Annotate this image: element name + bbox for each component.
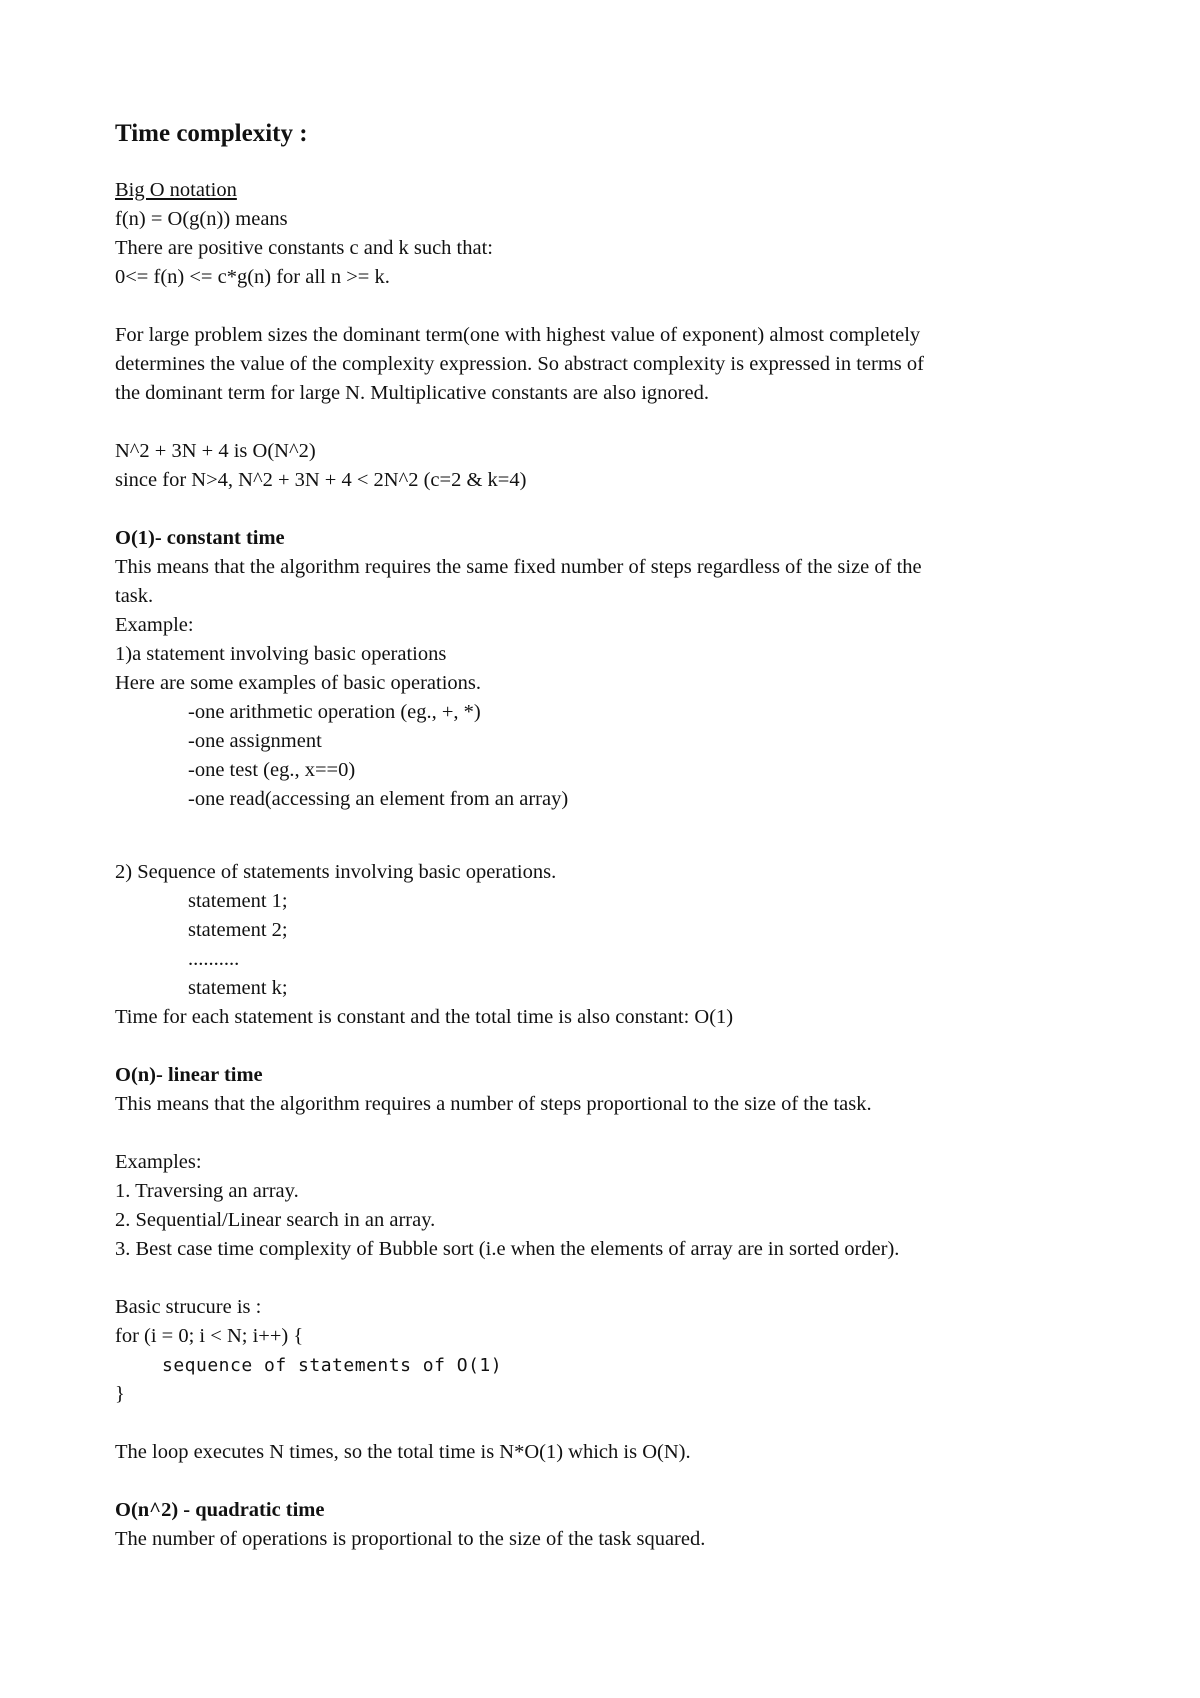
constant-conclusion: Time for each statement is constant and the total time is also constant: O(1) — [115, 1006, 734, 1028]
basic-op-item: -one read(accessing an element from an array) — [188, 788, 569, 810]
linear-time-heading: O(n)- linear time — [115, 1064, 263, 1086]
structure-label: Basic strucure is : — [115, 1296, 262, 1318]
paragraph-line: For large problem sizes the dominant term(one with highest value of exponent) almost completely — [115, 324, 921, 346]
spacer — [115, 1409, 1095, 1438]
example-item-2: 2) Sequence of statements involving basic operations. — [115, 861, 557, 883]
spacer — [115, 1264, 1095, 1293]
bigo-line: 0<= f(n) <= c*g(n) for all n >= k. — [115, 266, 390, 288]
equation-line: since for N>4, N^2 + 3N + 4 < 2N^2 (c=2 & k=4) — [115, 469, 527, 491]
statement-line: statement 1; — [188, 890, 288, 912]
quadratic-time-section — [115, 1496, 1095, 1554]
bigo-line: There are positive constants c and k such that: — [115, 237, 493, 259]
document-page — [115, 118, 1095, 1554]
constant-time-section — [115, 524, 1095, 1032]
spacer — [115, 1467, 1095, 1496]
basic-op-item: -one assignment — [188, 730, 322, 752]
spacer — [115, 408, 1095, 437]
paragraph-line: the dominant term for large N. Multiplicative constants are also ignored. — [115, 382, 709, 404]
constant-desc-line: This means that the algorithm requires the same fixed number of steps regardless of the size of the — [115, 556, 922, 578]
basic-op-item: -one test (eg., x==0) — [188, 759, 356, 781]
examples-label: Examples: — [115, 1151, 202, 1173]
linear-example-item: 1. Traversing an array. — [115, 1180, 299, 1202]
spacer — [115, 814, 1095, 858]
bigo-section — [115, 176, 1095, 292]
dominant-term-paragraph — [115, 321, 1095, 408]
page-title: Time complexity : — [115, 120, 308, 147]
paragraph-line: determines the value of the complexity expression. So abstract complexity is expressed in terms of — [115, 353, 924, 375]
linear-desc: This means that the algorithm requires a number of steps proportional to the size of the task. — [115, 1093, 872, 1115]
statement-line: statement k; — [188, 977, 288, 999]
example-item-1: 1)a statement involving basic operations — [115, 643, 447, 665]
basic-op-item: -one arithmetic operation (eg., +, *) — [188, 701, 481, 723]
basic-ops-intro: Here are some examples of basic operations. — [115, 672, 482, 694]
linear-example-item: 3. Best case time complexity of Bubble sort (i.e when the elements of array are in sorted order). — [115, 1238, 900, 1260]
code-loop-body: sequence of statements of O(1) — [162, 1355, 503, 1376]
spacer — [115, 1032, 1095, 1061]
quadratic-time-heading: O(n^2) - quadratic time — [115, 1499, 325, 1521]
bigo-line: f(n) = O(g(n)) means — [115, 208, 288, 230]
spacer — [115, 292, 1095, 321]
example-equation — [115, 437, 1095, 495]
code-loop-close: } — [115, 1383, 125, 1405]
quadratic-desc: The number of operations is proportional to the size of the task squared. — [115, 1528, 706, 1550]
bigo-heading: Big O notation — [115, 179, 237, 201]
linear-example-item: 2. Sequential/Linear search in an array. — [115, 1209, 436, 1231]
code-loop-open: for (i = 0; i < N; i++) { — [115, 1325, 304, 1347]
linear-conclusion: The loop executes N times, so the total time is N*O(1) which is O(N). — [115, 1441, 691, 1463]
example-label: Example: — [115, 614, 194, 636]
statement-line: .......... — [188, 948, 240, 970]
constant-desc-line: task. — [115, 585, 154, 607]
linear-time-section — [115, 1061, 1095, 1467]
spacer — [115, 495, 1095, 524]
statement-line: statement 2; — [188, 919, 288, 941]
constant-time-heading: O(1)- constant time — [115, 527, 285, 549]
spacer — [115, 1119, 1095, 1148]
equation-line: N^2 + 3N + 4 is O(N^2) — [115, 440, 316, 462]
